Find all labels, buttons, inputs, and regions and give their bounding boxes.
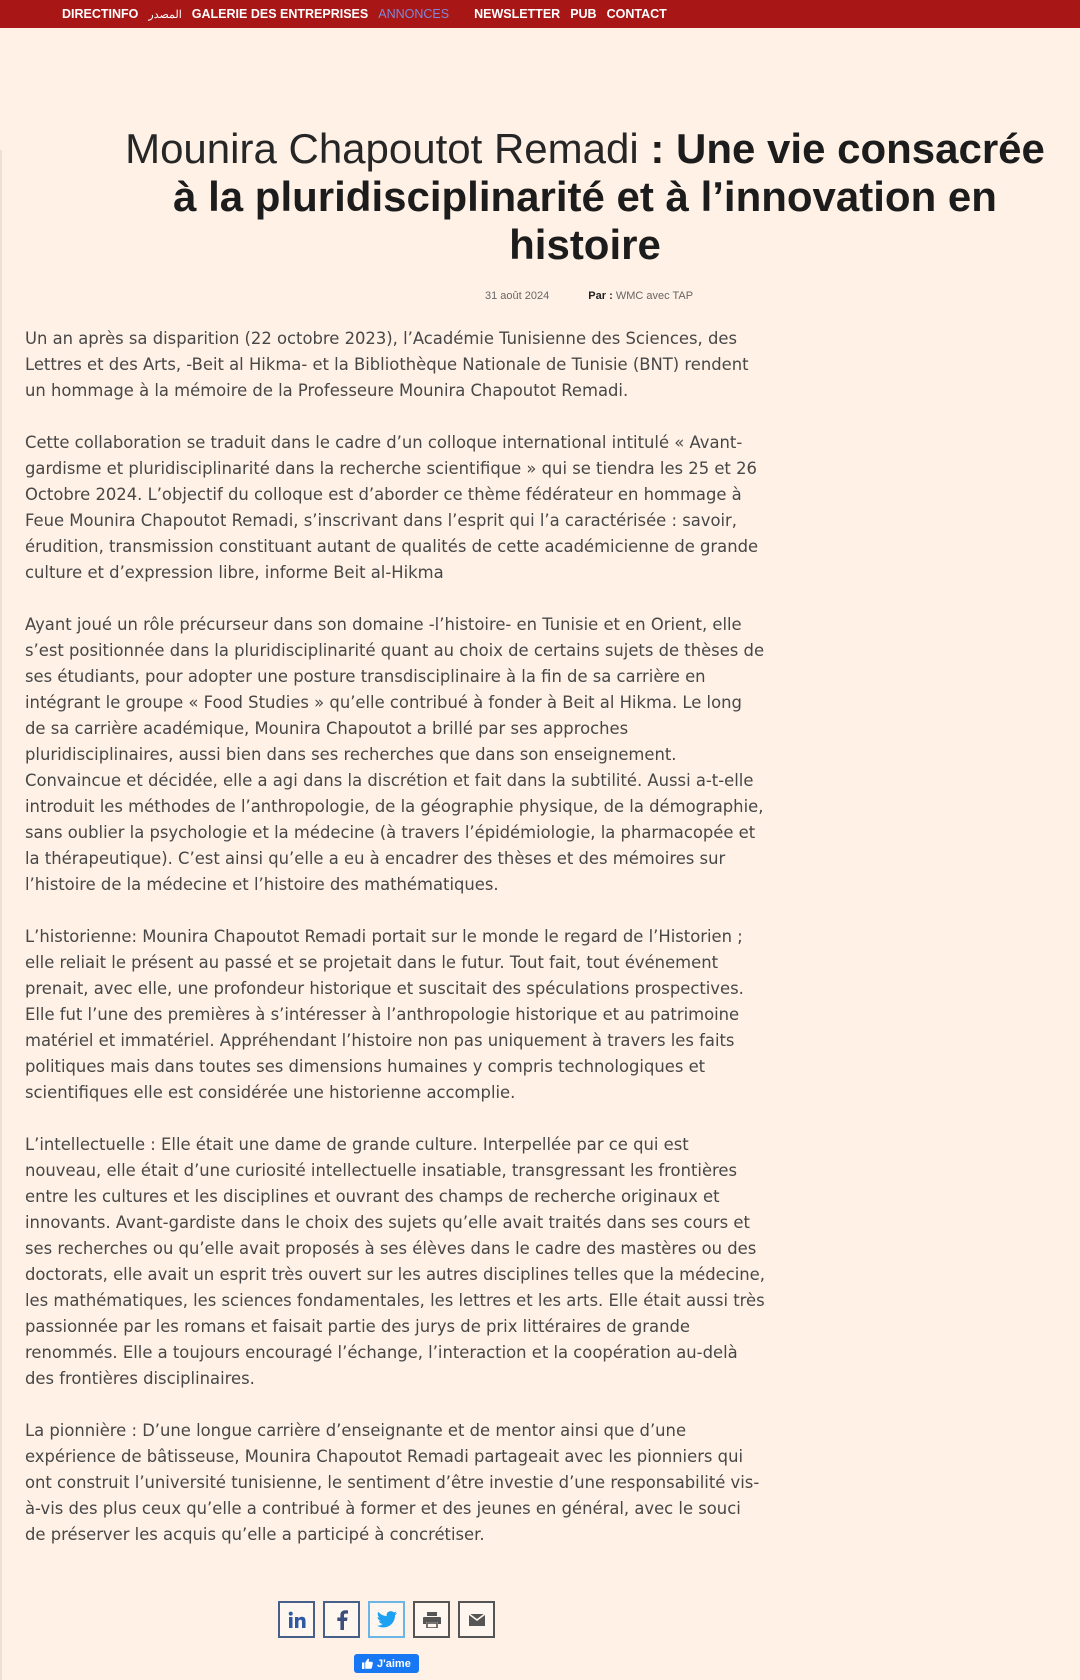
email-icon — [469, 1614, 485, 1626]
nav-contact[interactable]: CONTACT — [606, 7, 667, 21]
print-button[interactable] — [413, 1601, 450, 1638]
share-bar — [278, 1601, 503, 1638]
article-meta — [485, 290, 693, 302]
article-title — [115, 125, 1055, 269]
twitter-icon — [377, 1611, 397, 1628]
like-label: J'aime — [377, 1657, 411, 1670]
facebook-icon — [336, 1610, 348, 1630]
top-navbar — [0, 0, 1080, 28]
nav-newsletter[interactable]: NEWSLETTER — [474, 7, 561, 21]
article-paragraph: Ayant joué un rôle précurseur dans son domaine -l’histoire- en Tunisie et en Orient, elle s’est positionnée dans la pluridisciplinarité quant au choix de certains sujets de thèses de ses étudiants, pour adopter une posture transdisciplinaire à la fin de sa carrière en intégrant le groupe « Food Studies » qu’elle contribué à fonder à Beit al Hikma. Le long de sa carrière académique, Mounira Chapoutot a brillé par ses approches pluridisciplinaires, aussi bien dans ses recherches que dans son enseignement. Convaincue et décidée, elle a agi dans la discrétion et fait dans la subtilité. Aussi a-t-elle introduit les méthodes de l’anthropologie, de la géographie physique, de la démographie, sans oublier la psychologie et la médecine (à travers l’épidémiologie, la pharmacopée et la thérapeutique). C’est ainsi qu’elle a eu à encadrer des thèses et des mémoires sur l’histoire de la médecine et l’histoire des mathématiques. — [25, 615, 765, 894]
author-label: Par : — [588, 290, 613, 302]
thumbs-up-icon — [362, 1658, 373, 1669]
email-share-button[interactable] — [458, 1601, 495, 1638]
share-linkedin-button[interactable] — [278, 1601, 315, 1638]
article-date: 31 août 2024 — [485, 290, 550, 302]
nav-almasdar[interactable]: المصدر — [148, 8, 182, 21]
article-paragraph: Un an après sa disparition (22 octobre 2023), l’Académie Tunisienne des Sciences, des Lettres et des Arts, -Beit al Hikma- et la Bibliothèque Nationale de Tunisie (BNT) rendent un hommage à la mémoire de la Professeure Mounira Chapoutot Remadi. — [25, 329, 749, 400]
article-paragraph: Cette collaboration se traduit dans le cadre d’un colloque international intitulé « Avant-gardisme et pluridisciplinarité dans la recherche scientifique » qui se tiendra les 25 et 26 Octobre 2024. L’objectif du colloque est d’aborder ce thème fédérateur en hommage à Feue Mounira Chapoutot Remadi, s’inscrivant dans l’esprit qui l’a caractérisée : savoir, érudition, transmission constituant autant de qualités de cette académicienne de grande culture et d’expression libre, informe Beit al-Hikma — [25, 433, 759, 582]
article-body — [25, 326, 765, 1574]
nav-annonces[interactable]: ANNONCES — [378, 7, 450, 21]
main-nav — [62, 0, 677, 28]
nav-pub[interactable]: PUB — [570, 7, 597, 21]
facebook-like-button[interactable] — [354, 1654, 419, 1673]
article-paragraph: La pionnière : D’une longue carrière d’enseignante et de mentor ainsi que d’une expérience de bâtisseuse, Mounira Chapoutot Remadi partageait avec les pionniers qui ont construit l’université tunisienne, le sentiment d’être investie d’une responsabilité vis-à-vis des plus ceux qu’elle a contribué à former et des jeunes en général, avec le souci de préserver les acquis qu’elle a participé à concrétiser. — [25, 1421, 760, 1544]
linkedin-icon — [288, 1611, 306, 1629]
article-author[interactable]: WMC avec TAP — [615, 290, 694, 302]
article-title-subtitle: : Une vie consacrée à la pluridisciplinarité et à l’innovation en histoire — [173, 125, 1045, 268]
article-title-name: Mounira Chapoutot Remadi — [125, 125, 639, 172]
article-paragraph: L’intellectuelle : Elle était une dame de grande culture. Interpellée par ce qui est nouveau, elle était d’une curiosité intellectuelle insatiable, transgressant les frontières entre les cultures et les disciplines et ouvrant des champs de recherche originaux et innovants. Avant-gardiste dans le choix des sujets qu’elle avait traités dans ses cours et ses recherches ou qu’elle avait proposés à ses élèves dans le cadre des mastères ou des doctorats, elle avait un esprit très ouvert sur les autres disciplines telles que la médecine, les mathématiques, les sciences fondamentales, les lettres et les arts. Elle était aussi très passionnée par les romans et faisait partie des jurys de prix littéraires de grande renommés. Elle a toujours encouragé l’échange, l’interaction et la coopération au-delà des frontières disciplinaires. — [25, 1135, 765, 1388]
article-paragraph: L’historienne: Mounira Chapoutot Remadi portait sur le monde le regard de l’Historien ; elle reliait le présent au passé et se projetait dans le futur. Tout fait, tout événement prenait, avec elle, une profondeur historique et suscitait des spéculations prospectives. Elle fut l’une des premières à s’intéresser à l’anthropologie historique et au patrimoine matériel et immatériel. Appréhendant l’histoire non pas uniquement à travers les faits politiques mais dans toutes ses dimensions humaines y compris technologiques et scientifiques elle est considérée une historienne accomplie. — [25, 927, 744, 1102]
print-icon — [423, 1612, 441, 1628]
page-left-border — [0, 150, 2, 1680]
share-twitter-button[interactable] — [368, 1601, 405, 1638]
nav-galerie[interactable]: GALERIE DES ENTREPRISES — [191, 7, 369, 21]
share-facebook-button[interactable] — [323, 1601, 360, 1638]
nav-directinfo[interactable]: DIRECTINFO — [62, 7, 139, 21]
